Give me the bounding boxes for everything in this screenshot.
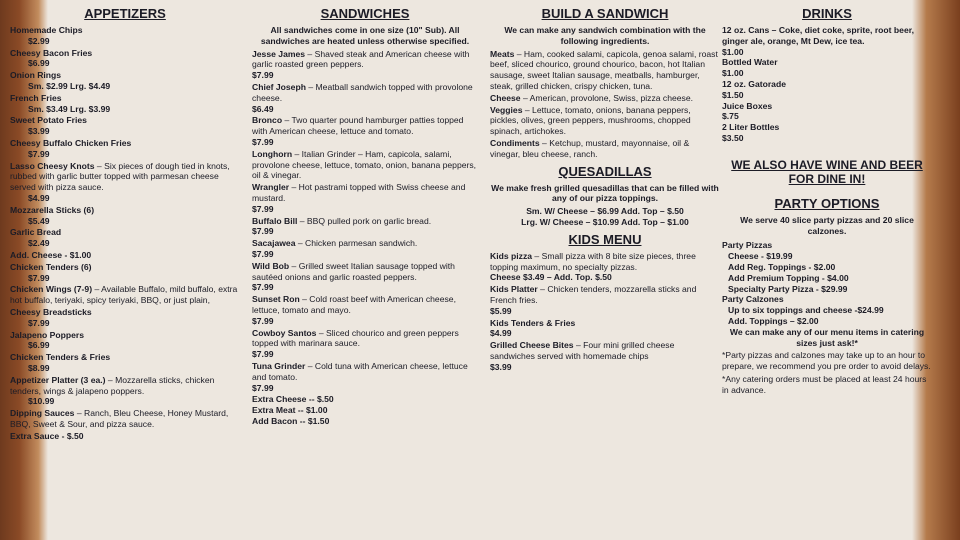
menu-item-name: Add. Cheese - $1.00 — [10, 249, 92, 260]
sandwich-extras — [252, 394, 478, 426]
menu-item-name: French Fries — [10, 92, 62, 103]
menu-item-price: Sm. $3.49 Lrg. $3.99 — [28, 103, 111, 114]
ingredient-group — [490, 93, 720, 104]
menu-item-text — [10, 70, 240, 81]
menu-item-text — [10, 330, 240, 341]
menu-item — [490, 284, 720, 316]
menu-item-name: Jalapeno Poppers — [10, 329, 85, 340]
menu-item-price: $2.99 — [28, 35, 50, 46]
menu-item-text — [10, 307, 240, 318]
ingredient-group-name: Meats — [490, 48, 515, 59]
menu-item-name: Cowboy Santos — [252, 327, 317, 338]
menu-item-description: – Cold roast beef with American cheese, lettuce, tomato and mayo. — [252, 294, 456, 315]
menu-item-text — [10, 115, 240, 126]
menu-item-text — [10, 48, 240, 59]
menu-item — [10, 250, 240, 261]
party-footnote: *Any catering orders must be placed at least 24 hours in advance. — [722, 373, 927, 395]
menu-item — [10, 115, 240, 137]
menu-item-name: Cheesy Breadsticks — [10, 306, 92, 317]
drink-price: $1.50 — [722, 89, 744, 100]
menu-item-description: – Ranch, Bleu Cheese, Honey Mustard, BBQ, Sweet & Sour, and pizza sauce. — [10, 408, 229, 429]
menu-item — [10, 138, 240, 160]
menu-item — [10, 352, 240, 374]
menu-item-name: Chief Joseph — [252, 81, 306, 92]
drink-price: $.75 — [722, 111, 739, 122]
party-pizza-option: Add Reg. Toppings - $2.00 — [728, 261, 836, 272]
menu-item-price: $6.99 — [28, 58, 50, 69]
menu-item-price: $3.99 — [28, 126, 50, 137]
menu-item-name: Kids Tenders & Fries — [490, 317, 576, 328]
menu-item-price: $7.99 — [28, 272, 50, 283]
sandwich-extra: Extra Cheese -- $.50 — [252, 394, 334, 405]
drink-price: $3.50 — [722, 132, 744, 143]
ingredient-group-list: – Ketchup, mustard, mayonnaise, oil & vinegar, bleu cheese, ranch. — [490, 137, 690, 159]
menu-item-name: Dipping Sauces — [10, 408, 75, 419]
menu-item-name: Garlic Bread — [10, 227, 62, 238]
menu-item-price: $2.49 — [28, 238, 50, 249]
drink-name: Juice Boxes — [722, 100, 773, 111]
drink-price: $1.00 — [722, 68, 744, 79]
menu-item-description: – Shaved steak and American cheese with garlic roasted green peppers. — [252, 48, 470, 70]
menu-item-text — [252, 49, 478, 71]
party-calzones-list — [722, 305, 932, 327]
menu-item — [10, 330, 240, 352]
menu-item — [10, 408, 240, 430]
menu-item-price: $4.99 — [28, 192, 50, 203]
menu-item — [490, 251, 720, 283]
menu-item-name: Chicken Tenders & Fries — [10, 352, 111, 363]
drinks-column — [722, 4, 932, 396]
menu-item — [252, 49, 478, 81]
menu-item — [252, 328, 478, 360]
menu-item-price: $5.99 — [490, 305, 512, 316]
drink-name: 12 oz. Cans – Coke, diet coke, sprite, root beer, ginger ale, orange, Mt Dew, ice tea. — [722, 25, 914, 46]
menu-item-price: $8.99 — [28, 362, 50, 373]
menu-item-name: Mozzarella Sticks (6) — [10, 204, 95, 215]
menu-item-price: Sm. $2.99 Lrg. $4.49 — [28, 80, 111, 91]
menu-item-text — [10, 375, 240, 397]
menu-sheet — [10, 0, 931, 540]
menu-item-text — [490, 340, 720, 362]
quesadilla-small-price: Sm. W/ Cheese – $6.99 Add. Top – $.50 — [526, 206, 684, 217]
menu-item-name: Kids pizza — [490, 250, 533, 261]
menu-item-name: Sweet Potato Fries — [10, 115, 87, 126]
quesadillas-heading: QUESADILLAS — [558, 163, 652, 179]
menu-item — [490, 318, 720, 340]
sandwich-extra: Add Bacon -- $1.50 — [252, 415, 330, 426]
drink-name: Bottled Water — [722, 57, 778, 68]
ingredient-group — [490, 138, 720, 160]
quesadillas-intro: We make fresh grilled quesadillas that can be filled with any of our pizza toppings. — [491, 182, 719, 204]
menu-item — [252, 82, 478, 114]
party-intro: We serve 40 slice party pizzas and 20 slice calzones. — [740, 214, 914, 236]
quesadilla-large-price: Lrg. W/ Cheese – $10.99 Add. Top – $1.00 — [521, 216, 689, 227]
menu-item-description: – Mozzarella sticks, chicken tenders, wings & jalapeno poppers. — [10, 374, 215, 396]
menu-item-text — [252, 238, 478, 249]
menu-item — [252, 216, 478, 238]
appetizers-list — [10, 25, 240, 441]
menu-item — [10, 227, 240, 249]
menu-item-price: $10.99 — [28, 396, 55, 407]
menu-item — [252, 115, 478, 147]
menu-item-price: $7.99 — [252, 203, 274, 214]
party-footnotes — [722, 350, 932, 395]
menu-item-name: Cheesy Bacon Fries — [10, 47, 93, 58]
sandwiches-list — [252, 49, 478, 394]
menu-item-description: – Italian Grinder – Ham, capicola, salami, provolone cheese, lettuce, tomato, onion, banana peppers, oil & vinegar. — [252, 148, 477, 181]
menu-item-description: – Two quarter pound hamburger patties topped with American cheese, lettuce and tomato. — [252, 115, 464, 137]
menu-item-name: Cheesy Buffalo Chicken Fries — [10, 137, 132, 148]
menu-item-name: Bronco — [252, 115, 283, 126]
menu-item-description: – Sliced chourico and green peppers topped with marinara sauce. — [252, 327, 459, 349]
build-column — [490, 4, 720, 374]
menu-item — [490, 340, 720, 372]
menu-item-name: Homemade Chips — [10, 25, 83, 35]
menu-item-text — [252, 115, 478, 137]
menu-item-text — [10, 262, 240, 273]
menu-item-name: Chicken Tenders (6) — [10, 261, 92, 272]
ingredient-group-name: Veggies — [490, 104, 523, 115]
menu-item-price: $7.99 — [252, 382, 274, 393]
party-options-heading: PARTY OPTIONS — [774, 195, 880, 211]
sandwiches-heading: SANDWICHES — [320, 6, 410, 21]
party-pizza-option: Cheese - $19.99 — [728, 251, 793, 262]
menu-item-name: Appetizer Platter (3 ea.) — [10, 374, 106, 385]
menu-item — [10, 205, 240, 227]
menu-item — [10, 161, 240, 204]
menu-item-price: $3.99 — [490, 361, 512, 372]
menu-item — [10, 25, 240, 47]
menu-item-name: Grilled Cheese Bites — [490, 340, 574, 351]
menu-item-price: $7.99 — [252, 136, 274, 147]
menu-item-name: Chicken Wings (7-9) — [10, 284, 93, 295]
party-footnote: *Party pizzas and calzones may take up to an hour to prepare, we recommend you pre order to avoid delays. — [722, 350, 931, 372]
menu-item-description: – Available Buffalo, mild buffalo, extra hot buffalo, teriyaki, spicy teriyaki, BBQ, or just plain, — [10, 284, 238, 306]
drink-name: 2 Liter Bottles — [722, 122, 780, 133]
menu-item — [252, 261, 478, 293]
menu-item-description: – Grilled sweet Italian sausage topped with sautéed onions and garlic roasted peppers. — [252, 260, 455, 282]
menu-item-price: $7.99 — [28, 317, 50, 328]
menu-item-text — [252, 82, 478, 104]
menu-item-price: $6.49 — [252, 103, 274, 114]
menu-item-name: Wild Bob — [252, 260, 290, 271]
menu-item-name: Extra Sauce - $.50 — [10, 430, 84, 441]
menu-item-name: Longhorn — [252, 148, 293, 159]
menu-item-name: Wrangler — [252, 182, 290, 193]
party-pizzas-heading: Party Pizzas — [722, 240, 773, 251]
menu-item-price: $7.99 — [252, 248, 274, 259]
menu-item-name: Kids Platter — [490, 284, 538, 295]
menu-item-text — [252, 294, 478, 316]
menu-item — [10, 375, 240, 407]
menu-item-text — [10, 205, 240, 216]
menu-item-name: Sacajawea — [252, 238, 296, 249]
menu-item-name: Sunset Ron — [252, 294, 300, 305]
menu-item-text — [10, 161, 240, 193]
party-calzones-heading: Party Calzones — [722, 294, 784, 305]
menu-item-text — [10, 93, 240, 104]
menu-item-price: $7.99 — [252, 315, 274, 326]
ingredient-group-list: – Ham, cooked salami, capicola, genoa salami, roast beef, sliced chourico, ground chourico, bacon, hot Italian sausage, sweet Italian sausage, meatballs, hamburger, steak, grilled chicken, crispy chicken, tuna. — [490, 48, 718, 91]
menu-item-name: Jesse James — [252, 48, 306, 59]
kids-menu-list — [490, 251, 720, 373]
menu-item-text — [10, 227, 240, 238]
menu-item-description: – Hot pastrami topped with Swiss cheese and mustard. — [252, 182, 466, 203]
menu-item — [252, 361, 478, 393]
menu-item-text — [252, 361, 478, 383]
menu-item — [252, 149, 478, 181]
kids-menu-heading: KIDS MENU — [568, 231, 642, 247]
menu-item-description: – Four mini grilled cheese sandwiches served with homemade chips — [490, 340, 675, 361]
drink-price: $1.00 — [722, 46, 744, 57]
ingredient-group-name: Condiments — [490, 137, 540, 148]
wine-beer-notice: WE ALSO HAVE WINE AND BEER FOR DINE IN! — [731, 157, 923, 186]
menu-item-text — [490, 251, 720, 273]
menu-item-text — [10, 138, 240, 149]
party-pizza-option: Add Premium Topping - $4.00 — [728, 272, 849, 283]
party-pizza-option: Specialty Party Pizza - $29.99 — [728, 283, 848, 294]
menu-item-price: $7.99 — [252, 349, 274, 360]
menu-item — [10, 284, 240, 306]
party-calzone-option: Add. Toppings – $2.00 — [728, 315, 819, 326]
menu-item — [252, 294, 478, 326]
menu-item — [10, 93, 240, 115]
menu-item-description: – Chicken parmesan sandwich. — [295, 238, 418, 249]
ingredient-group — [490, 49, 720, 92]
menu-item-price: $7.99 — [252, 226, 274, 237]
sandwiches-intro: All sandwiches come in one size (10" Sub). All sandwiches are heated unless otherwise specified. — [260, 25, 470, 46]
menu-item-price: $4.99 — [490, 328, 512, 339]
catering-note: We can make any of our menu items in catering sizes just ask!* — [729, 326, 925, 348]
drinks-heading: DRINKS — [802, 6, 852, 21]
menu-item-name: Tuna Grinder — [252, 360, 306, 371]
menu-item — [10, 48, 240, 70]
menu-item-text — [490, 284, 720, 306]
menu-item-description: – Chicken tenders, mozzarella sticks and French fries. — [490, 284, 697, 305]
menu-item-description: – Cold tuna with American cheese, lettuce and tomato. — [252, 360, 468, 382]
ingredient-group-list: – American, provolone, Swiss, pizza cheese. — [520, 92, 694, 103]
menu-item-text — [252, 261, 478, 283]
ingredient-group — [490, 105, 720, 137]
build-intro: We can make any sandwich combination with the following ingredients. — [504, 25, 706, 46]
drink-name: 12 oz. Gatorade — [722, 78, 786, 89]
menu-item-description: – Small pizza with 8 bite size pieces, three topping maximum, no specialty pizzas. — [490, 250, 696, 272]
drinks-list — [722, 25, 932, 144]
menu-item-text — [10, 250, 240, 261]
appetizers-column — [10, 4, 240, 442]
menu-item-price: $7.99 — [252, 282, 274, 293]
menu-item-description: – Meatball sandwich topped with provolone cheese. — [252, 81, 473, 103]
menu-item-name: Lasso Cheesy Knots — [10, 160, 95, 171]
menu-item-text — [252, 182, 478, 204]
ingredient-group-list: – Lettuce, tomato, onions, banana peppers, pickles, olives, green peppers, mushrooms, chopped spinach, artichokes. — [490, 104, 691, 137]
menu-item-price: $6.99 — [28, 340, 50, 351]
menu-item — [252, 182, 478, 214]
menu-item — [252, 238, 478, 260]
sandwiches-column — [252, 4, 478, 427]
menu-item-text — [252, 149, 478, 181]
menu-item-price: $5.49 — [28, 215, 50, 226]
menu-item-text — [10, 352, 240, 363]
sandwich-extra: Extra Meat -- $1.00 — [252, 405, 328, 416]
menu-item-text — [252, 216, 478, 227]
menu-item-name: Buffalo Bill — [252, 215, 298, 226]
party-calzone-option: Up to six toppings and cheese -$24.99 — [728, 305, 884, 316]
menu-item-price: Cheese $3.49 – Add. Top. $.50 — [490, 272, 612, 283]
build-heading: BUILD A SANDWICH — [541, 6, 669, 21]
menu-item-price: $7.99 — [252, 70, 274, 81]
menu-item — [10, 307, 240, 329]
appetizers-heading: APPETIZERS — [84, 6, 166, 21]
party-pizzas-list — [722, 251, 932, 294]
menu-item-price: $7.99 — [28, 148, 50, 159]
menu-item-text — [10, 431, 240, 442]
menu-item-text — [252, 328, 478, 350]
ingredient-group-name: Cheese — [490, 92, 521, 103]
menu-item — [10, 431, 240, 442]
menu-item-text — [10, 284, 240, 306]
menu-item-name: Onion Rings — [10, 70, 62, 81]
menu-item-text — [10, 408, 240, 430]
build-ingredients — [490, 49, 720, 160]
menu-item-description: – BBQ pulled pork on garlic bread. — [297, 215, 432, 226]
menu-item — [10, 70, 240, 92]
menu-item — [10, 262, 240, 284]
menu-item-description: – Six pieces of dough tied in knots, rubbed with garlic butter topped with parmesan cheese served with pizza sauce. — [10, 160, 230, 193]
menu-item-text — [490, 318, 720, 329]
menu-item-text — [10, 25, 240, 36]
